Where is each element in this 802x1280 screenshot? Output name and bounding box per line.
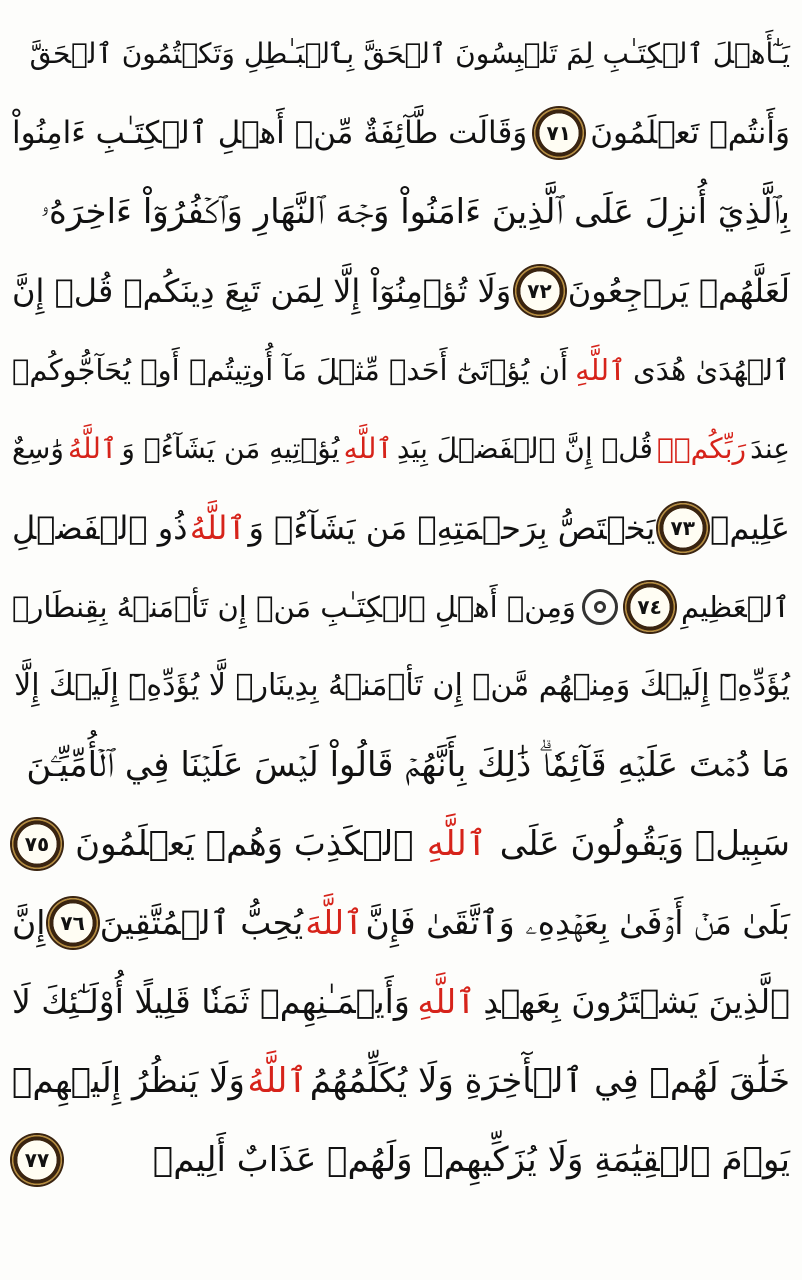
verse-line	[12, 804, 790, 883]
verse-text: ٱلۡكَذِبَ وَهُمۡ يَعۡلَمُونَ	[75, 823, 414, 864]
verse-text: عَلِيمٞ	[710, 508, 790, 547]
verse-text: يُؤۡتِيهِ مَن يَشَآءُۗ وَ	[121, 432, 340, 465]
verse-text: يَـٰٓأَهۡلَ ٱلۡكِتَـٰبِ لِمَ تَلۡبِسُونَ ٱلۡحَقَّ بِٱلۡبَـٰطِلِ وَتَكۡتُمُونَ ٱلۡحَقَّ	[29, 37, 790, 70]
verse-line	[12, 1120, 790, 1199]
verse-text: خَلَٰقَ لَهُمۡ فِي ٱلۡأٓخِرَةِ وَلَا يُكَلِّمُهُمُ	[309, 1061, 790, 1101]
verse-line	[12, 93, 790, 172]
divine-name-text: ٱللَّهِ	[417, 982, 476, 1021]
ayah-number-marker: ٧٧	[12, 1135, 62, 1185]
verse-text: إِنَّ	[12, 903, 46, 942]
verse-line	[12, 251, 790, 330]
verse-text: وَأَيۡمَـٰنِهِمۡ ثَمَنٗا قَلِيلًا أُوْلَـٰٓئِكَ لَا	[12, 982, 410, 1021]
verse-text: أَن يُؤۡتَىٰٓ أَحَدٞ مِّثۡلَ مَآ أُوتِيتُمۡ أَوۡ يُحَآجُّوكُمۡ	[12, 352, 569, 387]
verse-line	[12, 646, 790, 725]
verse-text: وَلَا تُؤۡمِنُوٓاْ إِلَّا لِمَن تَبِعَ دِينَكُمۡ قُلۡ إِنَّ	[12, 271, 512, 310]
divine-name-text: ٱللَّهِ	[343, 432, 393, 465]
verse-line	[12, 488, 790, 567]
verse-text: وَمِنۡ أَهۡلِ ٱلۡكِتَـٰبِ مَنۡ إِن تَأۡمَنۡهُ بِقِنطَارٖ	[12, 589, 576, 624]
divine-name-text: ٱللَّهُ	[68, 432, 118, 465]
verse-text: يَخۡتَصُّ بِرَحۡمَتِهِۦ مَن يَشَآءُۗ وَ	[248, 508, 656, 547]
divine-name-text: ٱللَّهِ	[575, 352, 627, 387]
verse-line	[12, 962, 790, 1041]
verse-text: وَأَنتُمۡ تَعۡلَمُونَ	[590, 114, 790, 151]
verse-text: وَلَا يَنظُرُ إِلَيۡهِمۡ	[12, 1060, 245, 1101]
verse-text: يُؤَدِّهِۦٓ إِلَيۡكَ وَمِنۡهُم مَّنۡ إِن تَأۡمَنۡهُ بِدِينَارٖ لَّا يُؤَدِّهِۦٓ إِلَيۡكَ إِلَّا	[14, 668, 790, 703]
verse-text: وَٰسِعٌ	[12, 432, 64, 465]
verse-text: قُلۡ إِنَّ ٱلۡفَضۡلَ بِيَدِ	[396, 432, 653, 465]
ayah-number-marker: ٧٤	[625, 582, 675, 632]
verse-text: يَوۡمَ ٱلۡقِيَٰمَةِ وَلَا يُزَكِّيهِمۡ وَلَهُمۡ عَذَابٌ أَلِيمٞ	[152, 1139, 790, 1180]
verse-text: ٱلَّذِينَ يَشۡتَرُونَ بِعَهۡدِ	[483, 982, 790, 1021]
verse-text: بِٱلَّذِيٓ أُنزِلَ عَلَى ٱلَّذِينَ ءَامَنُواْ وَجۡهَ ٱلنَّهَارِ وَٱكۡفُرُوٓاْ ءَاخِرَهُۥ	[40, 191, 790, 232]
ayah-number-marker: ٧٣	[658, 503, 708, 553]
verse-line	[12, 330, 790, 409]
verse-text: ذُو ٱلۡفَضۡلِ	[12, 508, 188, 547]
verse-line	[12, 725, 790, 804]
divine-name-text: ٱللَّهِ	[426, 824, 487, 864]
divine-name-text: ٱللَّهُ	[247, 1061, 308, 1101]
verse-line	[12, 409, 790, 488]
verse-text: ٱلۡهُدَىٰ هُدَى	[633, 352, 790, 387]
verse-text: يُحِبُّ ٱلۡمُتَّقِينَ	[99, 903, 304, 942]
verse-line	[12, 567, 790, 646]
rub-el-hizb-icon	[582, 589, 618, 625]
verse-text: سَبِيلٞ وَيَقُولُونَ عَلَى	[499, 823, 790, 864]
divine-name-text: رَبِّكُمۡۗ	[657, 432, 747, 465]
verse-line	[12, 883, 790, 962]
divine-name-text: ٱللَّهَ	[305, 903, 364, 942]
verse-text: بَلَىٰ مَنۡ أَوۡفَىٰ بِعَهۡدِهِۦ وَٱتَّقَىٰ فَإِنَّ	[365, 902, 790, 942]
verse-text: عِندَ	[750, 432, 790, 465]
ayah-number-marker: ٧٢	[515, 266, 565, 316]
verse-text: وَقَالَت طَّآئِفَةٌ مِّنۡ أَهۡلِ ٱلۡكِتَـٰبِ ءَامِنُواْ	[12, 114, 528, 151]
ayah-number-marker: ٧١	[534, 108, 584, 158]
verse-line	[12, 172, 790, 251]
verse-line	[12, 14, 790, 93]
verse-text: مَا دُمۡتَ عَلَيۡهِ قَآئِمٗاۗ ذَٰلِكَ بِأَنَّهُمۡ قَالُواْ لَيۡسَ عَلَيۡنَا فِي ٱلۡأُمِّيِّـۧنَ	[26, 744, 790, 785]
ayah-number-marker: ٧٥	[12, 819, 62, 869]
divine-name-text: ٱللَّهُ	[189, 508, 247, 547]
verse-text: ٱلۡعَظِيمِ	[680, 589, 790, 624]
verse-line	[12, 1041, 790, 1120]
ayah-number-marker: ٧٦	[48, 898, 98, 948]
verse-text: لَعَلَّهُمۡ يَرۡجِعُونَ	[567, 271, 790, 310]
